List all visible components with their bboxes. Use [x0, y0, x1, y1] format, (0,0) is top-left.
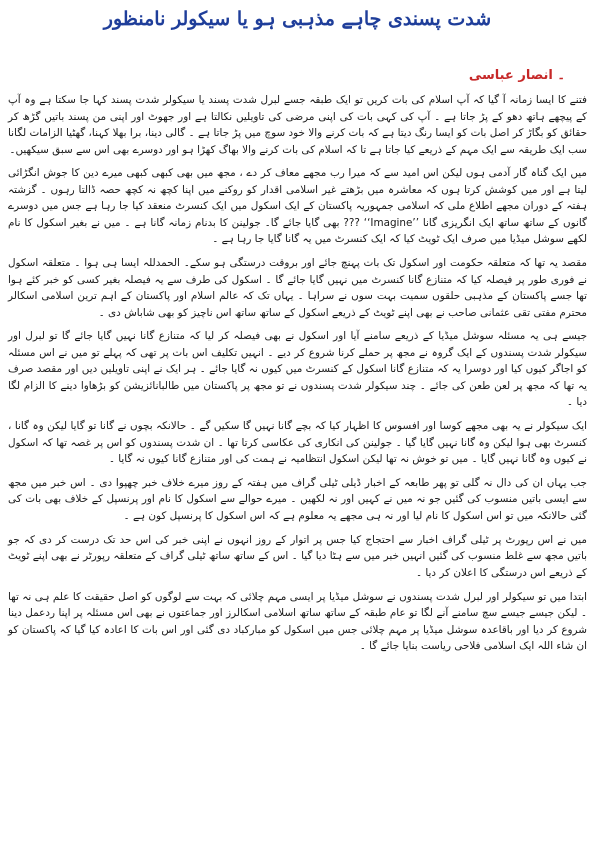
paragraph: جیسے ہی یہ مسئلہ سوشل میڈیا کے ذریعے سامنے آیا اور اسکول نے بھی فیصلہ کر لیا کہ متنازع گانا نہیں گایا جائے گا تو لبرل اور سیکولر شدت پسندوں کے ایک گروہ نے مجھ پر حملے کرنا شروع کر دیے ۔ انہیں تکلیف اس بات پر تھی کہ پہلے تو میں نے اس مسئلہ کو اجاگر کیوں کیا اور دوسرا یہ کہ متنازع گانا اسکول کے کنسرٹ میں کیوں نہ گایا جائے ۔ ہر ایک نے اپنی تاویلیں دیں اور مقصد صرف یہ تھا کہ مجھ پر لعن طعن کی جائے ۔ چند سیکولر شدت پسندوں نے تو مجھ پر پاکستان میں طالبانائزیشن کو بڑھاوا دینے کا الزام لگا دیا ۔: [8, 330, 587, 409]
paragraph: میں نے اس رپورٹ پر ٹیلی گراف اخبار سے احتجاج کیا جس پر اتوار کے روز انہوں نے اپنی خبر کی اس حد تک درست کر دی کہ جو باتیں مجھ سے غلط منسوب کی گئیں انہیں خبر میں سے ہٹا دیا گیا ۔ اس کے ساتھ ساتھ ٹیلی گراف کے متعلقہ رپورٹر نے بھی اپنے ٹویٹ کے ذریعے اس درستگی کا اعلان کر دیا ۔: [8, 533, 587, 579]
paragraph: میں ایک گناہ گار آدمی ہوں لیکن اس امید سے کہ میرا رب مجھے معاف کر دے ، مجھ میں بھی کبھی کبھی میرے دین کا جوش انگڑائی لیتا ہے اور میں کوشش کرتا ہوں کہ معاشرہ میں بڑھتے غیر اسلامی اقدار کو روکنے میں اپنا کچھ نہ کچھ حصہ ڈالتا رہوں ۔ گزشتہ ہفتہ کے دوران مجھے اطلاع ملی کہ اسلامی جمہوریہ پاکستان کے ایک اسکول میں ایک کنسرٹ منعقد کیا جا رہا ہے جس میں دوسرے گانوں کے ساتھ ساتھ ایک انگریزی گانا ’’Imagine‘‘ ??? بھی گایا جائے گا۔ جولینن کا بدنام زمانہ گانا ہے ۔ میں نے بغیر اسکول کا نام لکھے سوشل میڈیا میں صرف ایک ٹویٹ کیا کہ ایک کنسرٹ میں یہ گانا گایا جا رہا ہے ۔: [8, 167, 587, 246]
paragraph: فتنے کا ایسا زمانہ آ گیا کہ آپ اسلام کی بات کریں تو ایک طبقہ جسے لبرل شدت پسند یا سیکولر شدت پسند کہا جا سکتا ہے وہ آپ کے پیچھے ہاتھ دھو کے پڑ جاتا ہے ۔ آپ کی کہی بات کی اپنی مرضی کی تاویلیں نکالتا ہے اور جھوٹ اور اپنی من پسند باتیں گڑھ کر حقائق کو بگاڑ کر اصل بات کو ایسا رنگ دیتا ہے کہ بات کرنے والا خود سوچ میں پڑ جاتا ہے ۔ گالی دینا، برا بھلا کہنا، گھٹیا الزامات لگانا سب ایک طریقہ سے ایک مہم کے ذریعے کیا جاتا ہے تا کہ اسلام کی بات کرنے والا بھاگ کھڑا ہو اور دوسرے بھی اس سے سبق سیکھیں۔: [8, 94, 587, 156]
paragraph: ابتدا میں تو سیکولر اور لبرل شدت پسندوں نے سوشل میڈیا پر ایسی مہم چلائی کہ بہت سے لوگوں کو اصل حقیقت کا علم ہی نہ تھا ۔ لیکن جیسے جیسے سچ سامنے آنے لگا تو عام طبقہ کے ساتھ ساتھ اسلامی اسکالرز اور جماعتوں نے بھی اس مسئلہ پر اپنا ردعمل دینا شروع کر دیا اور باقاعدہ سوشل میڈیا پر مہم چلائی جس میں اسکول کو مبارکباد دی گئی اور اس بات کا اعادہ کیا گیا کہ پاکستان کو ان شاء اللہ ایک اسلامی فلاحی ریاست بنایا جائے گا ۔: [8, 590, 587, 653]
author-byline: ۔ انصار عباسی: [468, 68, 565, 83]
paragraph: مقصد یہ تھا کہ متعلقہ حکومت اور اسکول تک بات پہنچ جائے اور بروقت درستگی ہو سکے۔ الحمدللہ ایسا ہی ہوا ۔ متعلقہ اسکول نے فوری طور پر فیصلہ کیا کہ متنازع گانا کنسرٹ میں نہیں گایا جائے گا ۔ اسکول کی طرف سے یہ فیصلہ بغیر کسی کو خبر کئے ہوا تھا جسے پاکستان کے مذہبی حلقوں سمیت بہت سوں نے سراہا ۔ یہاں تک کہ عالم اسلام اور پاکستان کے اہم ترین اسلامی اسکالر محترم مفتی تقی عثمانی صاحب نے بھی اپنے ٹویٹ کے ذریعے اسکول کے ساتھ ساتھ اس ناچیز کو بھی شاباش دی ۔: [8, 257, 587, 319]
paragraph: جب یہاں ان کی دال نہ گلی تو پھر طابعہ کے اخبار ڈیلی ٹیلی گراف میں ہفتہ کے روز میرے خلاف خبر چھپوا دی ۔ اس خبر میں مجھ سے ایسی باتیں منسوب کی گئیں جو نہ میں نے کہیں اور نہ لکھیں ۔ میرے حوالے سے اسکول کا نام اور پرنسپل کے خلاف بھی بات کی گئی حالانکہ میں تو اس اسکول کا نام لیا اور نہ ہی مجھے یہ معلوم ہے کہ اس اسکول کا پرنسپل کون ہے ۔: [8, 476, 587, 522]
article-body: [8, 92, 587, 662]
paragraph: ایک سیکولر نے یہ بھی مجھے کوسا اور افسوس کا اظہار کیا کہ بچے گانا نہیں گا سکیں گے ۔ حالانکہ بچوں نے گانا تو گایا لیکن وہ گانا ، کنسرٹ بھی ہوا لیکن وہ گانا نہیں گایا گیا ۔ جولینن کی انکاری کی عکاسی کرتا تھا ۔ ان شدت پسندوں کو اس پر غصہ تھا کہ اسکول نے کیوں وہ گانا نہیں گایا ۔ میں تو خوش نہ تھا لیکن اسکول انتظامیہ نے ہمت کی اور متنازع گانا کیوں نہ گایا ۔: [8, 420, 587, 466]
headline: شدت پسندی چاہے مذہبی ہو یا سیکولر نامنظور: [103, 8, 492, 30]
